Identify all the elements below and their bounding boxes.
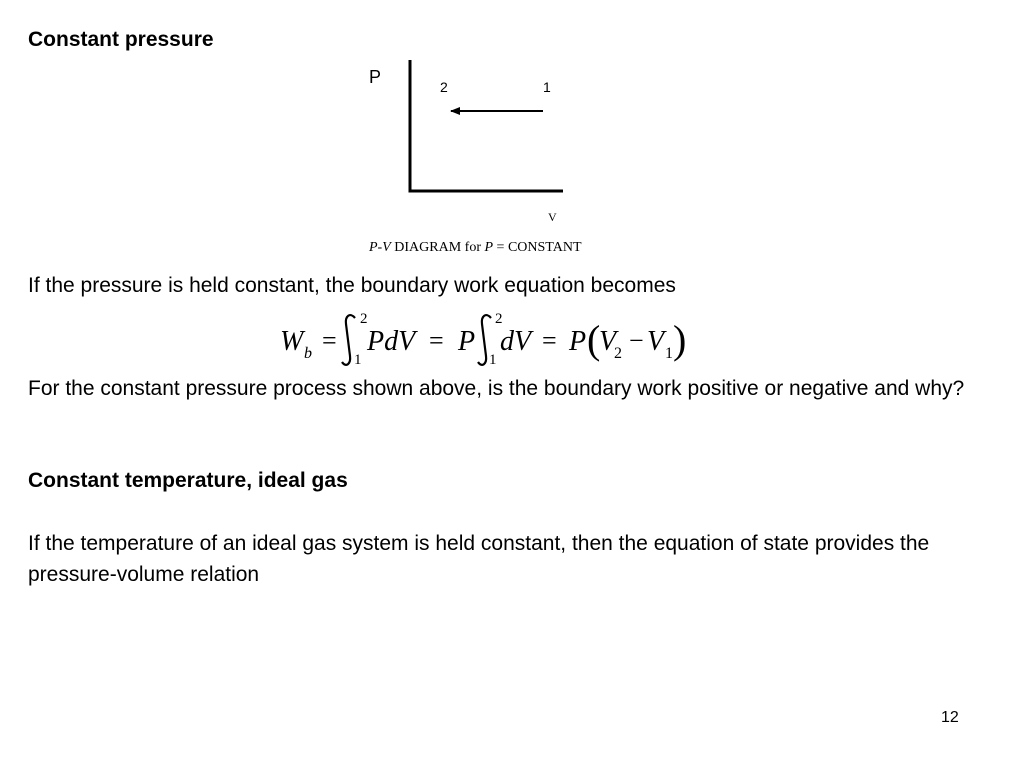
- eq-W: W: [280, 326, 304, 357]
- integral-1-upper: 2: [360, 311, 368, 327]
- eq-P-factor: P: [458, 326, 476, 357]
- eq-V1-subscript: 1: [665, 345, 673, 362]
- integrand-1: PdV: [367, 326, 416, 357]
- x-axis-label: V: [548, 210, 557, 224]
- integral-1-lower: 1: [354, 352, 362, 368]
- paragraph-boundary-work-intro: If the pressure is held constant, the boundary work equation becomes: [28, 274, 676, 297]
- caption-pv: P-V: [369, 240, 391, 255]
- eq-left-paren: (: [587, 317, 601, 362]
- eq-V2-subscript: 2: [614, 345, 622, 362]
- page-number: 12: [941, 709, 959, 726]
- pv-diagram: [360, 55, 590, 230]
- eq-V1: V: [647, 326, 665, 357]
- eq-P-result: P: [569, 326, 587, 357]
- eq-equals-2: =: [429, 326, 444, 355]
- section-heading-constant-pressure: Constant pressure: [28, 28, 214, 51]
- y-axis-label: P: [369, 67, 382, 87]
- eq-equals-1: =: [322, 326, 337, 355]
- eq-right-paren: ): [673, 317, 687, 362]
- caption-end: = CONSTANT: [493, 240, 582, 255]
- state-1-label: 1: [543, 79, 551, 95]
- state-2-label: 2: [440, 79, 448, 95]
- boundary-work-equation: [272, 308, 702, 370]
- integral-2-lower: 1: [489, 352, 497, 368]
- paragraph-equation-of-state: If the temperature of an ideal gas system is held constant, then the equation of state provides the pressure-volume relation: [28, 532, 930, 586]
- caption-middle: DIAGRAM for: [390, 240, 485, 255]
- caption-p: P: [484, 240, 494, 255]
- diagram-caption: [369, 240, 582, 256]
- integral-2-upper: 2: [495, 311, 503, 327]
- eq-W-subscript: b: [304, 345, 312, 362]
- eq-equals-3: =: [542, 326, 557, 355]
- section-heading-constant-temperature: Constant temperature, ideal gas: [28, 469, 348, 492]
- paragraph-work-sign-question: For the constant pressure process shown above, is the boundary work positive or negative and why?: [28, 377, 965, 400]
- eq-minus: −: [629, 326, 644, 355]
- eq-V2: V: [599, 326, 617, 357]
- integrand-2: dV: [500, 326, 532, 357]
